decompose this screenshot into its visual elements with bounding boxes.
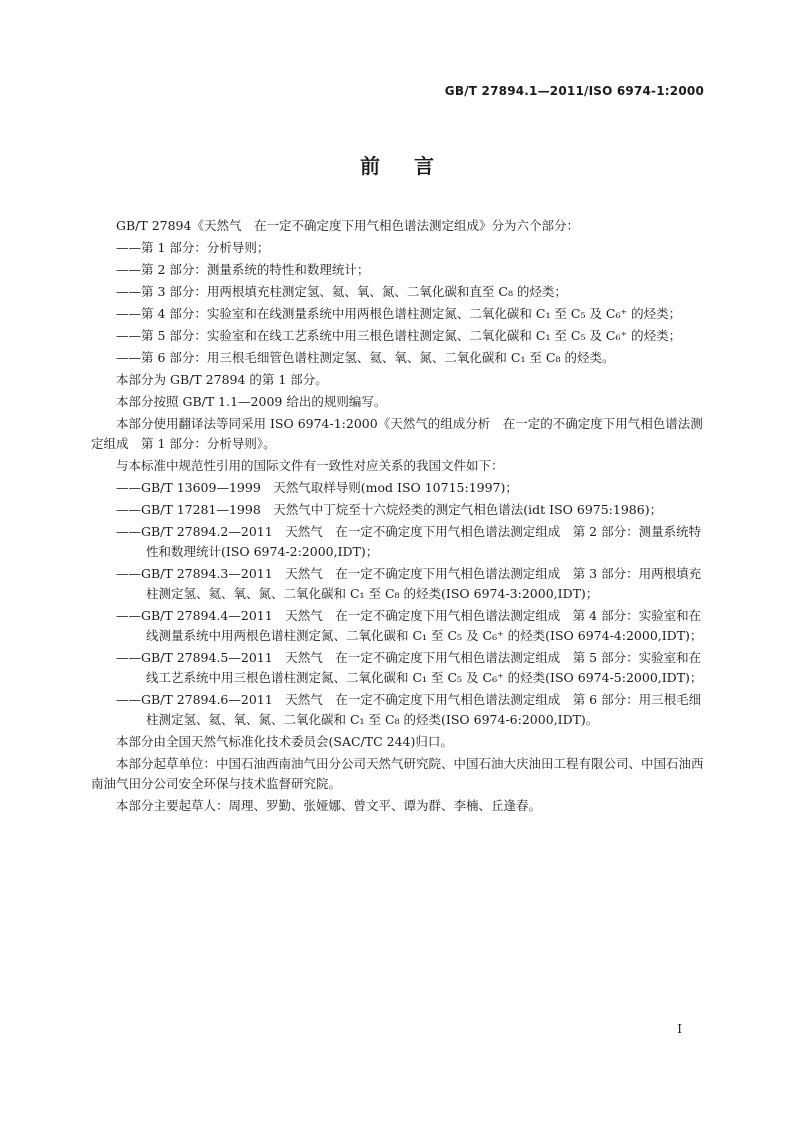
page-number: I bbox=[677, 1022, 682, 1036]
part-item: ——第 2 部分：测量系统的特性和数理统计； bbox=[116, 262, 370, 277]
reference-item: ——GB/T 27894.6—2011 天然气 在一定不确定度下用气相色谱法测定组成 第 6 部分：用三根毛细柱测定氢、氦、氧、氮、二氧化碳和 C₁ 至 C₈ 的烃类(ISO 6974-6:2000,IDT)。 bbox=[116, 692, 702, 727]
part-item: ——第 1 部分：分析导则； bbox=[116, 240, 270, 255]
intro-paragraph: GB/T 27894《天然气 在一定不确定度下用气相色谱法测定组成》分为六个部分： bbox=[116, 218, 579, 233]
part-statement: 本部分为 GB/T 27894 的第 1 部分。 bbox=[116, 372, 328, 387]
page-title: 前言 bbox=[360, 154, 468, 178]
document-body bbox=[91, 216, 705, 818]
reference-item: ——GB/T 27894.5—2011 天然气 在一定不确定度下用气相色谱法测定组成 第 5 部分：实验室和在线工艺系统中用三根色谱柱测定氮、二氧化碳和 C₁ 至 C₅ 及 C₆⁺ 的烃类(ISO 6974-5:2000,IDT)； bbox=[116, 650, 703, 685]
reference-item: ——GB/T 27894.3—2011 天然气 在一定不确定度下用气相色谱法测定组成 第 3 部分：用两根填充柱测定氢、氦、氧、氮、二氧化碳和 C₁ 至 C₈ 的烃类(ISO 6974-3:2000,IDT)； bbox=[116, 566, 702, 601]
rule-statement: 本部分按照 GB/T 1.1—2009 给出的规则编写。 bbox=[116, 394, 387, 409]
part-item: ——第 4 部分：实验室和在线测量系统中用两根色谱柱测定氮、二氧化碳和 C₁ 至 C₅ 及 C₆⁺ 的烃类； bbox=[116, 306, 682, 321]
part-item: ——第 6 部分：用三根毛细管色谱柱测定氢、氦、氧、氮、二氧化碳和 C₁ 至 C₈ 的烃类。 bbox=[116, 350, 615, 365]
references-intro: 与本标准中规范性引用的国际文件有一致性对应关系的我国文件如下： bbox=[116, 458, 504, 473]
part-item: ——第 3 部分：用两根填充柱测定氢、氦、氧、氮、二氧化碳和直至 C₈ 的烃类； bbox=[116, 284, 567, 299]
drafters: 本部分主要起草人：周理、罗勤、张娅娜、曾文平、谭为群、李楠、丘逢春。 bbox=[116, 798, 542, 813]
translation-statement: 本部分使用翻译法等同采用 ISO 6974-1:2000《天然气的组成分析 在一定的不确定度下用气相色谱法测定组成 第 1 部分：分析导则》。 bbox=[91, 416, 703, 451]
drafting-units: 本部分起草单位：中国石油西南油气田分公司天然气研究院、中国石油大庆油田工程有限公司、中国石油西南油气田分公司安全环保与技术监督研究院。 bbox=[91, 756, 704, 791]
reference-item: ——GB/T 27894.2—2011 天然气 在一定不确定度下用气相色谱法测定组成 第 2 部分：测量系统特性和数理统计(ISO 6974-2:2000,IDT)； bbox=[116, 524, 702, 559]
reference-item: ——GB/T 17281—1998 天然气中丁烷至十六烷烃类的测定气相色谱法(idt ISO 6975:1986)； bbox=[116, 502, 663, 517]
reference-item: ——GB/T 27894.4—2011 天然气 在一定不确定度下用气相色谱法测定组成 第 4 部分：实验室和在线测量系统中用两根色谱柱测定氮、二氧化碳和 C₁ 至 C₅ 及 C₆⁺ 的烃类(ISO 6974-4:2000,IDT)； bbox=[116, 608, 703, 643]
standard-code: GB/T 27894.1—2011/ISO 6974-1:2000 bbox=[444, 84, 704, 98]
committee-statement: 本部分由全国天然气标准化技术委员会(SAC/TC 244)归口。 bbox=[116, 734, 453, 749]
reference-item: ——GB/T 13609—1999 天然气取样导则(mod ISO 10715:1997)； bbox=[116, 480, 518, 495]
part-item: ——第 5 部分：实验室和在线工艺系统中用三根色谱柱测定氮、二氧化碳和 C₁ 至 C₅ 及 C₆⁺ 的烃类； bbox=[116, 328, 682, 343]
